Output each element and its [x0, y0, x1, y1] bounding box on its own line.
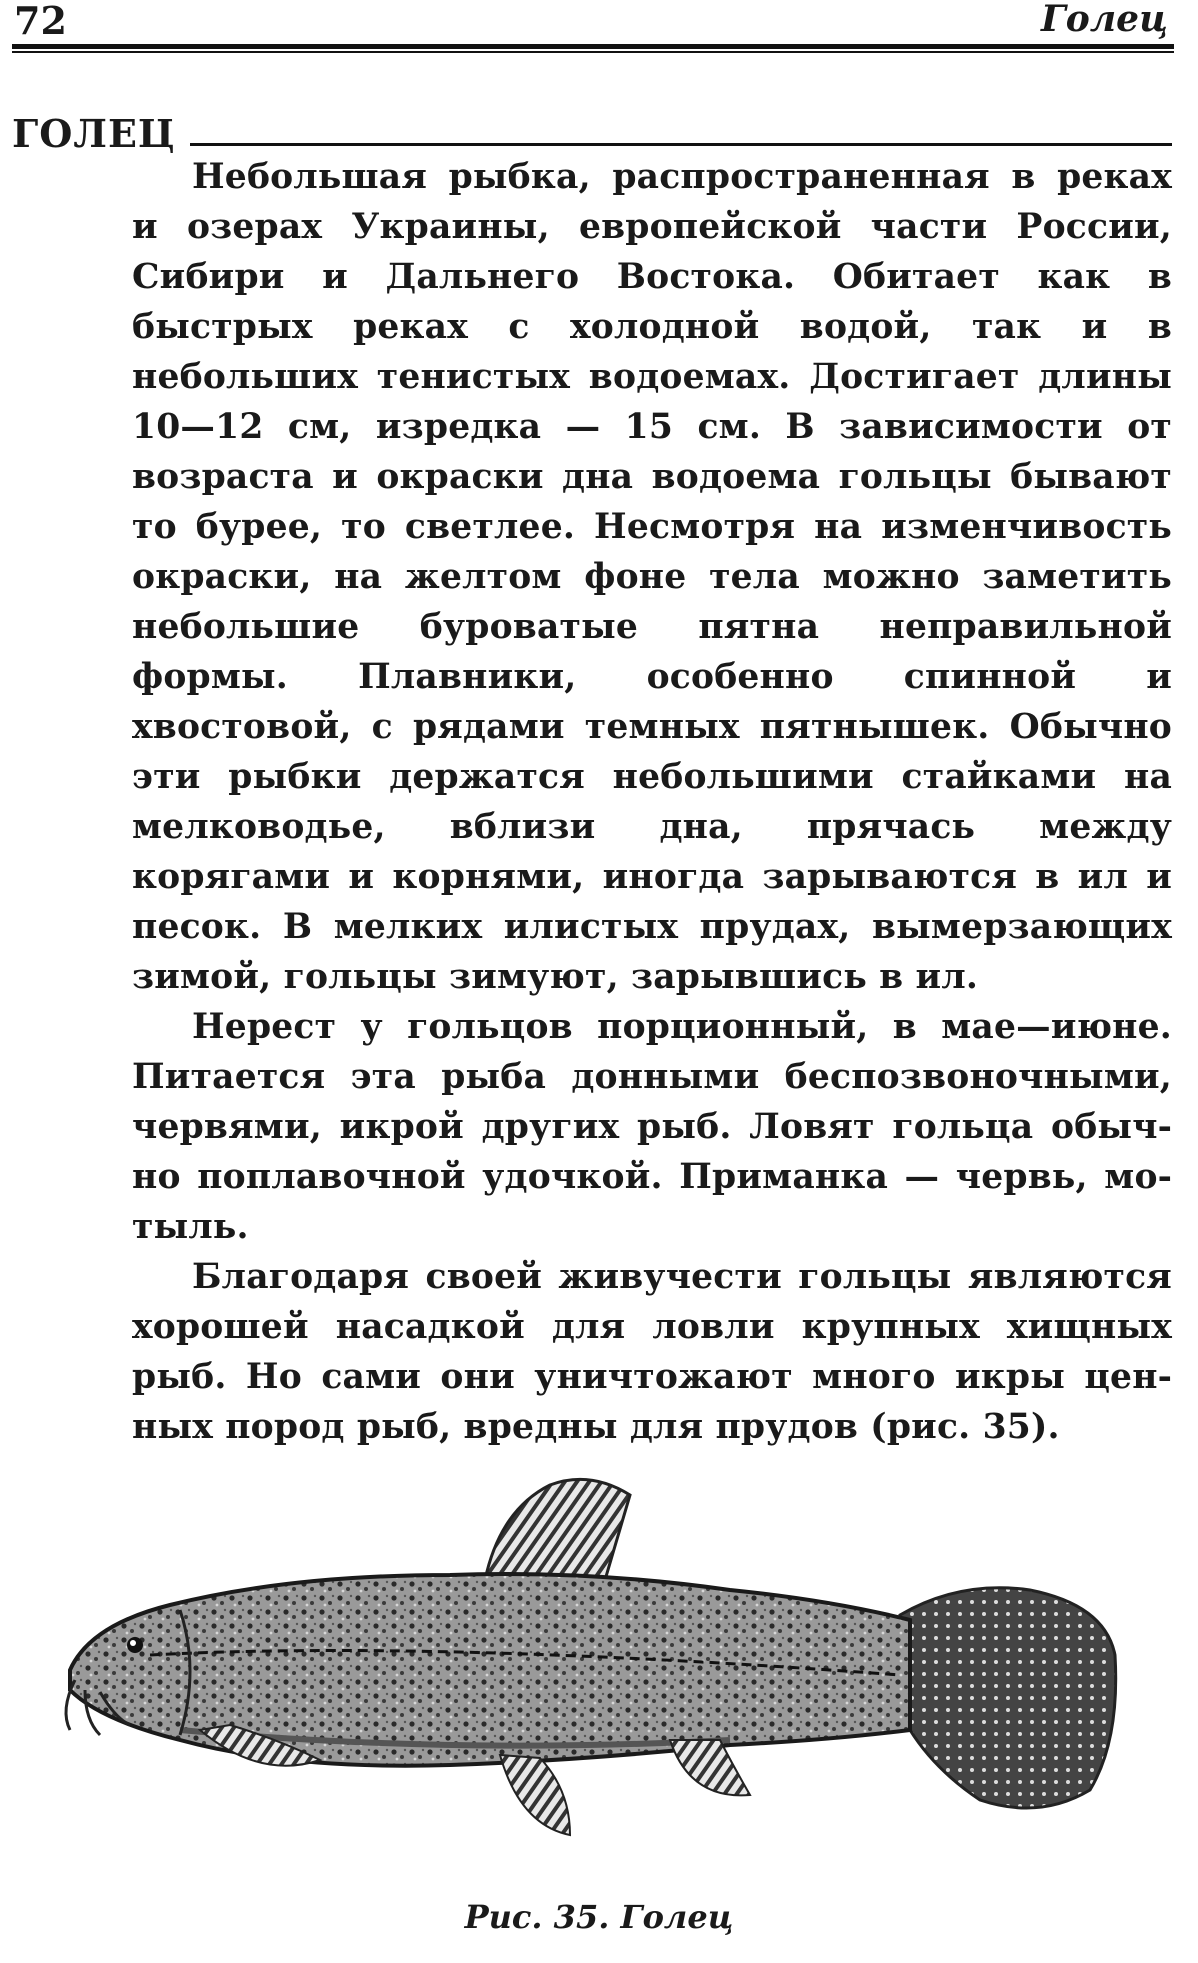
section-rule	[190, 143, 1172, 146]
header-rule	[12, 44, 1174, 53]
pelvic-fin	[500, 1755, 570, 1835]
tail-fin	[900, 1588, 1116, 1808]
figure-caption: Рис. 35. Голец	[464, 1898, 734, 1936]
fish-body	[70, 1574, 910, 1766]
running-header	[14, 0, 1174, 50]
page-number: 72	[14, 0, 67, 43]
loach-fish-illustration	[30, 1440, 1170, 1860]
figure-loach	[30, 1440, 1170, 1860]
anal-fin	[670, 1740, 750, 1795]
paragraph-3: Благодаря своей живучести гольцы являются хорошей насадкой для ловли крупных хищных рыб. Но сами они уничтожают много икры ценных пород рыб, вредны для прудов (рис. 35).	[132, 1257, 1172, 1447]
running-title: Голец	[1040, 0, 1168, 40]
dorsal-fin	[485, 1479, 630, 1580]
section-heading	[12, 106, 1172, 156]
section-title: ГОЛЕЦ	[12, 111, 176, 156]
paragraph-1: Небольшая рыбка, распространенная в реках и озерах Украины, европейской части России, Сибири и Дальнего Востока. Обитает как в быстрых реках с холодной водой, так и в небольших тенистых водоемах. Достигает длины 10—12 см, изредка — 15 см. В зависимости от возраста и окраски дна водоема гольцы бывают то бурее, то светлее. Несмотря на изменчивость окраски, на желтом фоне тела можно заметить небольшие буроватые пятна неправильной формы. Плавники, особенно спинной и хвостовой, с рядами темных пятнышек. Обычно эти рыбки держатся небольшими стайками на мелководье, вблизи дна, прячась между корягами и корнями, иногда зарываются в ил и песок. В мелких илистых прудах, вымерзающих зимой, гольцы зимуют, зарывшись в ил.	[132, 157, 1172, 997]
article-body	[132, 152, 1172, 1452]
paragraph-2: Нерест у гольцов порционный, в мае—июне. Питается эта рыба донными беспозвоночными, червями, икрой других рыб. Ловят гольца обычно поплавочной удочкой. Приманка — червь, мотыль.	[132, 1007, 1172, 1247]
